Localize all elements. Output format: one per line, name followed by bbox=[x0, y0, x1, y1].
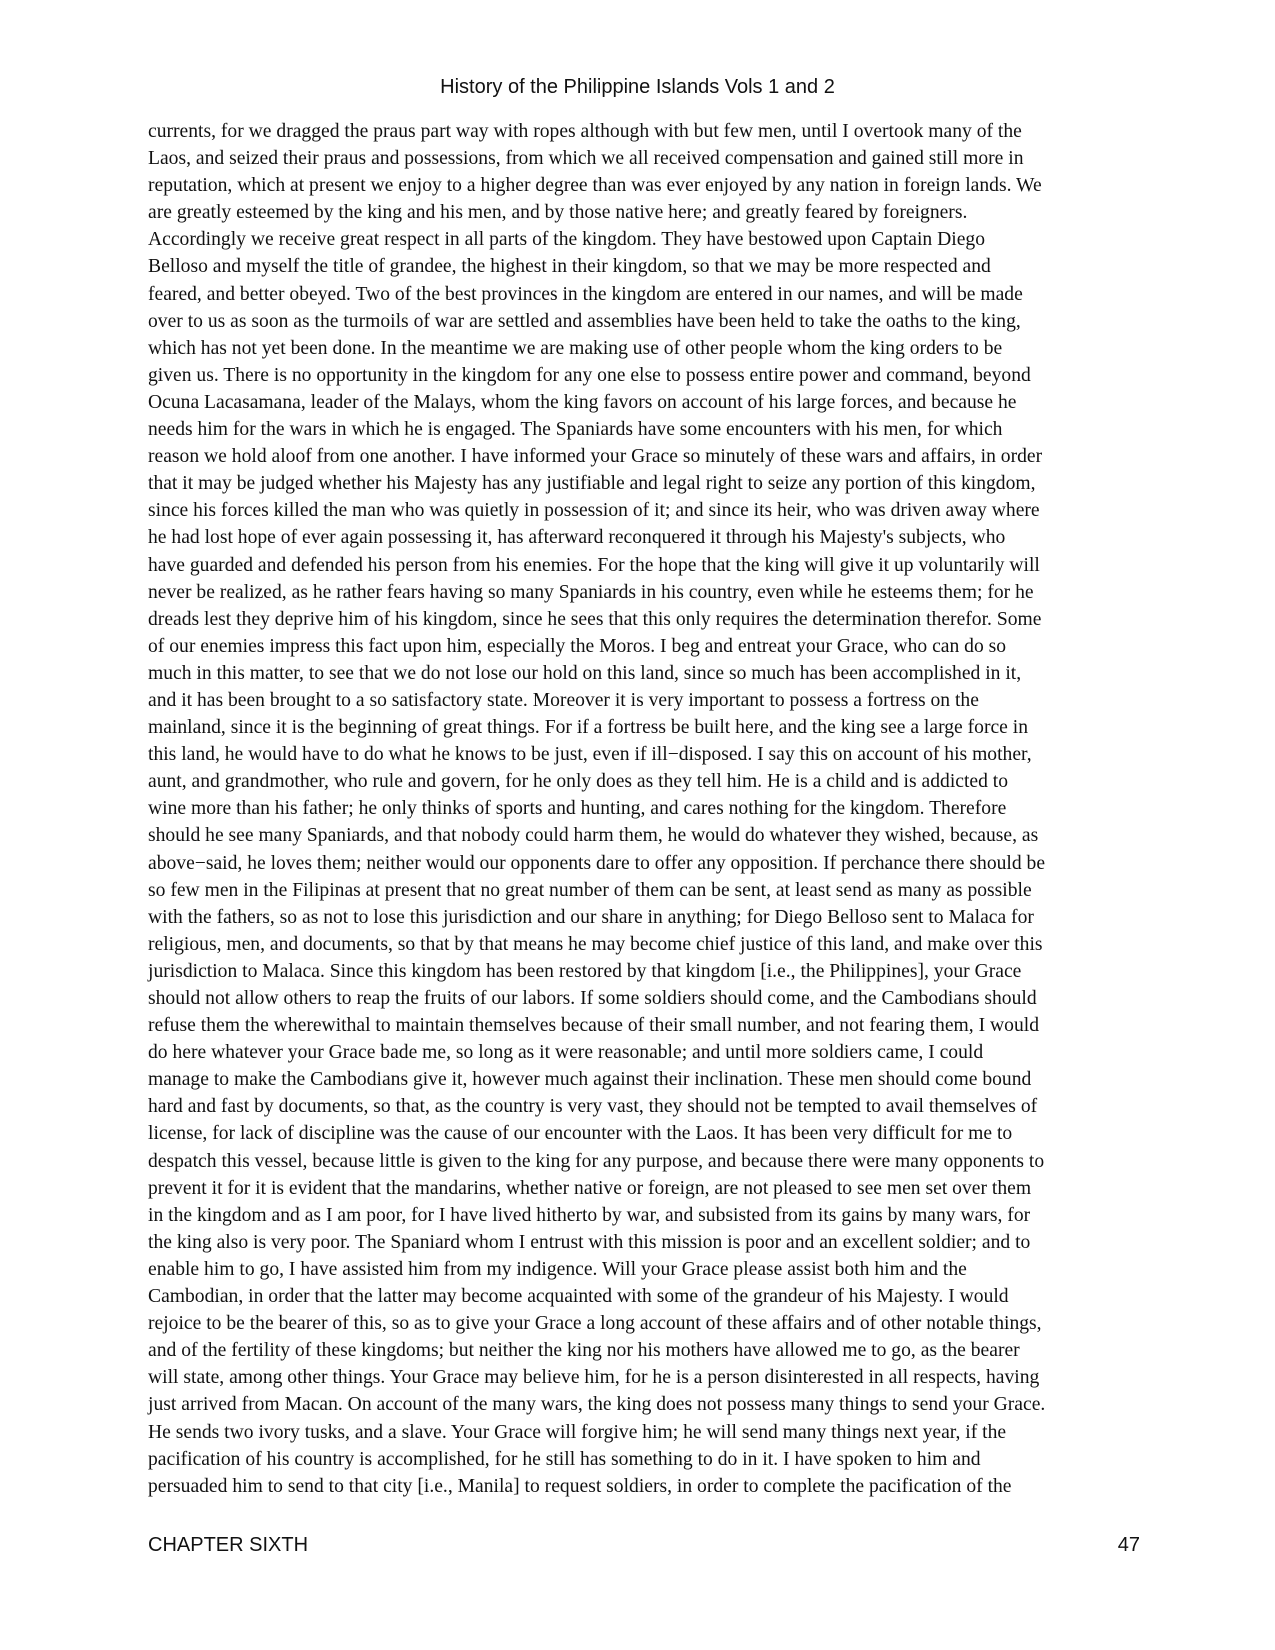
text-line: so few men in the Filipinas at present that no great number of them can be sent, at least send as many as possible bbox=[148, 879, 1032, 901]
text-line: with the fathers, so as not to lose this jurisdiction and our share in anything; for Diego Belloso sent to Malaca for bbox=[148, 906, 1034, 928]
text-line: Laos, and seized their praus and possessions, from which we all received compensation and gained still more in bbox=[148, 148, 1024, 170]
text-line: needs him for the wars in which he is engaged. The Spaniards have some encounters with his men, for which bbox=[148, 419, 1003, 441]
text-line: hard and fast by documents, so that, as the country is very vast, they should not be tempted to avail themselves of bbox=[148, 1096, 1038, 1118]
text-line: enable him to go, I have assisted him from my indigence. Will your Grace please assist both him and the bbox=[148, 1258, 967, 1280]
text-line: will state, among other things. Your Grace may believe him, for he is a person disinterested in all respects, having bbox=[148, 1367, 1040, 1389]
text-line: should not allow others to reap the fruits of our labors. If some soldiers should come, and the Cambodians should bbox=[148, 988, 1037, 1009]
text-line: much in this matter, to see that we do not lose our hold on this land, since so much has been accomplished in it, bbox=[148, 662, 1022, 684]
text-line: Belloso and myself the title of grandee, the highest in their kingdom, so that we may be more respected and bbox=[148, 256, 991, 278]
text-line: he had lost hope of ever again possessing it, has afterward reconquered it through his Majesty's subjects, who bbox=[148, 527, 1006, 549]
text-line: rejoice to be the bearer of this, so as to give your Grace a long account of these affairs and of other notable things, bbox=[148, 1313, 1042, 1335]
text-line: Ocuna Lacasamana, leader of the Malays, whom the king favors on account of his large forces, and because he bbox=[148, 391, 1017, 413]
text-line: in the kingdom and as I am poor, for I have lived hitherto by war, and subsisted from its gains by many wars, for bbox=[148, 1204, 1031, 1226]
text-line: do here whatever your Grace bade me, so long as it were reasonable; and until more soldiers came, I could bbox=[148, 1042, 984, 1064]
text-line: dreads lest they deprive him of his kingdom, since he sees that this only requires the determination therefor. Some bbox=[148, 608, 1042, 630]
text-line: that it may be judged whether his Majesty has any justifiable and legal right to seize any portion of this kingdom, bbox=[148, 473, 1036, 495]
text-line: over to us as soon as the turmoils of war are settled and assemblies have been held to take the oaths to the king, bbox=[148, 310, 1021, 332]
text-line: prevent it for it is evident that the mandarins, whether native or foreign, are not pleased to see men set over them bbox=[148, 1177, 1032, 1199]
text-line: have guarded and defended his person from his enemies. For the hope that the king will give it up voluntarily will bbox=[148, 554, 1040, 576]
text-line: reputation, which at present we enjoy to a higher degree than was ever enjoyed by any nation in foreign lands. We bbox=[148, 175, 1042, 197]
text-line: above−said, he loves them; neither would our opponents dare to offer any opposition. If perchance there should be bbox=[148, 852, 1046, 874]
text-line: feared, and better obeyed. Two of the best provinces in the kingdom are entered in our names, and will be made bbox=[148, 283, 1023, 305]
text-line: despatch this vessel, because little is given to the king for any purpose, and because there were many opponents to bbox=[148, 1150, 1045, 1172]
text-line: never be realized, as he rather fears having so many Spaniards in his country, even while he esteems them; for he bbox=[148, 581, 1034, 603]
text-line: Accordingly we receive great respect in all parts of the kingdom. They have bestowed upon Captain Diego bbox=[148, 229, 986, 251]
running-header: History of the Philippine Islands Vols 1 and 2 bbox=[440, 76, 835, 98]
text-line: are greatly esteemed by the king and his men, and by those native here; and greatly feared by foreigners. bbox=[148, 202, 968, 224]
text-line: and it has been brought to a so satisfactory state. Moreover it is very important to possess a fortress on the bbox=[148, 689, 979, 711]
text-line: should he see many Spaniards, and that nobody could harm them, he would do whatever they wished, because, as bbox=[148, 825, 1039, 847]
text-line: jurisdiction to Malaca. Since this kingdom has been restored by that kingdom [i.e., the Philippines], your Grace bbox=[148, 960, 1022, 982]
text-line: pacification of his country is accomplished, for he still has something to do in it. I have spoken to him and bbox=[148, 1448, 981, 1470]
text-line: currents, for we dragged the praus part way with ropes although with but few men, until I overtook many of the bbox=[148, 121, 1022, 142]
text-line: reason we hold aloof from one another. I have informed your Grace so minutely of these wars and affairs, in order bbox=[148, 446, 1043, 468]
text-line: mainland, since it is the beginning of great things. For if a fortress be built here, and the king see a large force in bbox=[148, 717, 1029, 739]
text-line: persuaded him to send to that city [i.e., Manila] to request soldiers, in order to complete the pacification of the bbox=[148, 1475, 1012, 1497]
text-line: given us. There is no opportunity in the kingdom for any one else to possess entire power and command, beyond bbox=[148, 364, 1031, 386]
body-text bbox=[148, 118, 1140, 1500]
text-line: aunt, and grandmother, who rule and govern, for he only does as they tell him. He is a child and is addicted to bbox=[148, 771, 1009, 793]
page-number: 47 bbox=[1117, 1534, 1140, 1556]
text-line: of our enemies impress this fact upon him, especially the Moros. I beg and entreat your Grace, who can do so bbox=[148, 635, 1007, 657]
text-line: refuse them the wherewithal to maintain themselves because of their small number, and not fearing them, I would bbox=[148, 1015, 1039, 1037]
text-line: He sends two ivory tusks, and a slave. Your Grace will forgive him; he will send many things next year, if the bbox=[148, 1421, 1007, 1443]
text-line: since his forces killed the man who was quietly in possession of it; and since its heir, who was driven away where bbox=[148, 500, 1040, 522]
text-line: just arrived from Macan. On account of the many wars, the king does not possess many things to send your Grace. bbox=[148, 1394, 1046, 1416]
text-line: Cambodian, in order that the latter may become acquainted with some of the grandeur of his Majesty. I would bbox=[148, 1286, 1009, 1308]
chapter-title: CHAPTER SIXTH bbox=[148, 1534, 309, 1556]
text-line: religious, men, and documents, so that by that means he may become chief justice of this land, and make over this bbox=[148, 933, 1043, 955]
text-line: license, for lack of discipline was the cause of our encounter with the Laos. It has been very difficult for me to bbox=[148, 1123, 1013, 1145]
text-line: which has not yet been done. In the meantime we are making use of other people whom the king orders to be bbox=[148, 337, 1003, 359]
text-line: manage to make the Cambodians give it, however much against their inclination. These men should come bound bbox=[148, 1069, 1032, 1091]
text-line: wine more than his father; he only thinks of sports and hunting, and cares nothing for the kingdom. Therefore bbox=[148, 798, 1007, 820]
text-line: and of the fertility of these kingdoms; but neither the king nor his mothers have allowed me to go, as the bearer bbox=[148, 1340, 1020, 1362]
text-line: the king also is very poor. The Spaniard whom I entrust with this mission is poor and an excellent soldier; and to bbox=[148, 1231, 1031, 1253]
text-line: this land, he would have to do what he knows to be just, even if ill−disposed. I say this on account of his mother, bbox=[148, 744, 1032, 766]
